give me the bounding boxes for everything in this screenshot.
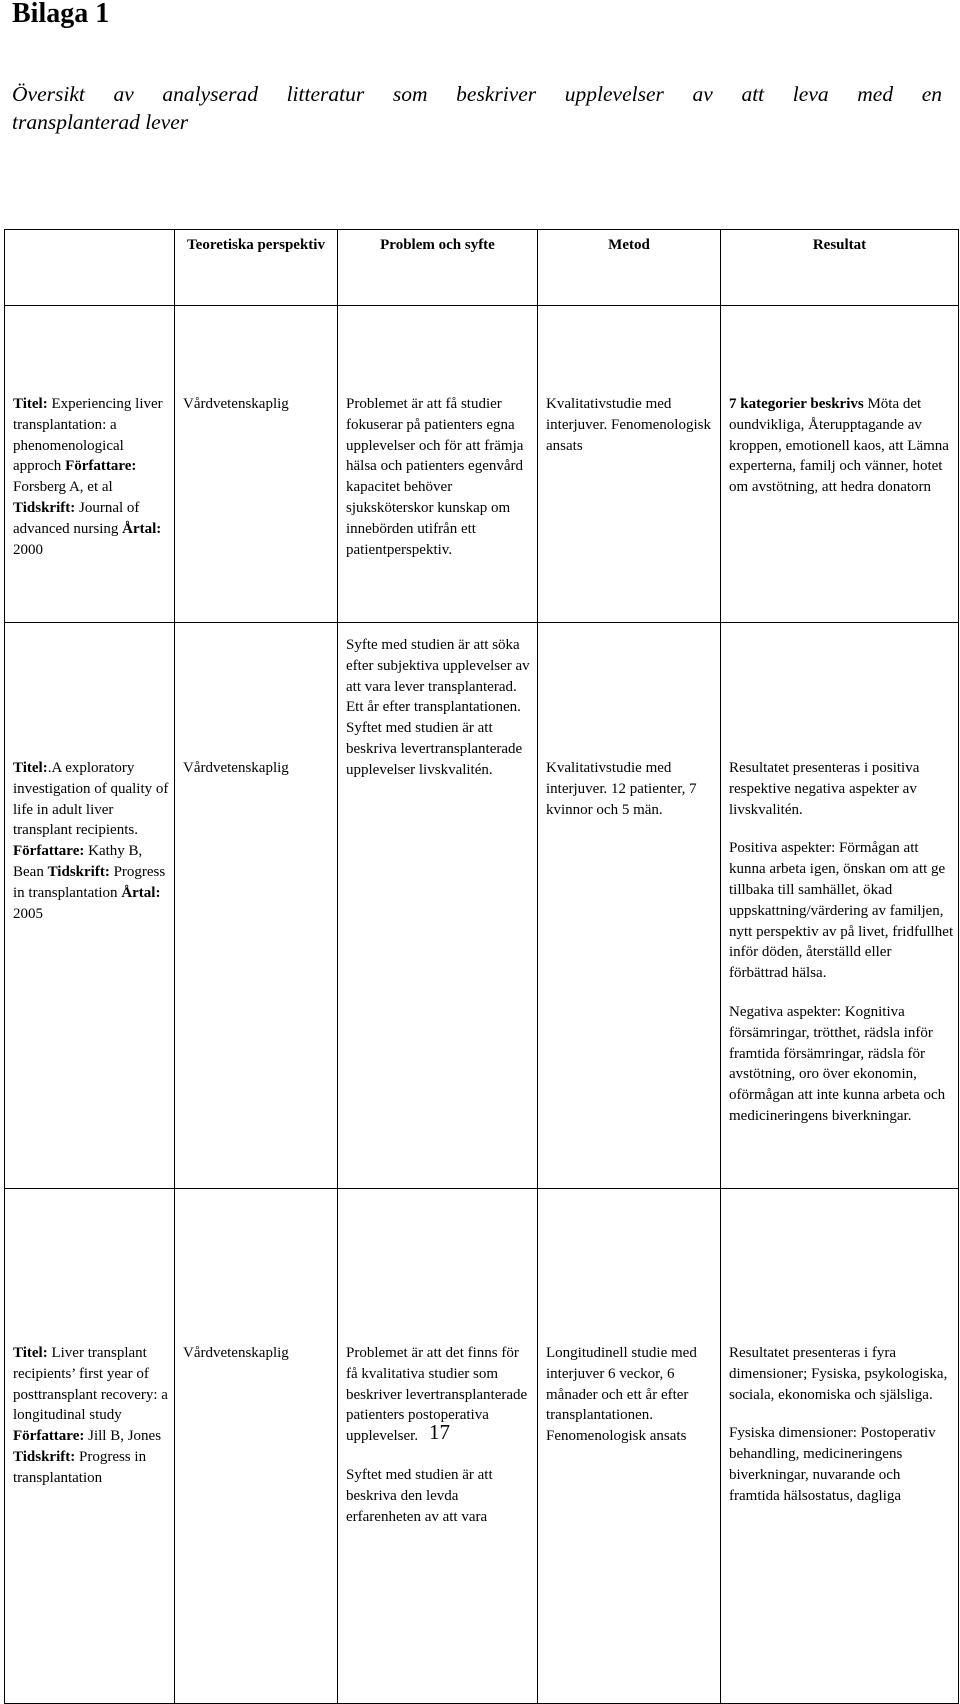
title-label: Titel: bbox=[13, 760, 48, 776]
year-label: Årtal: bbox=[121, 884, 161, 901]
page-number: 17 bbox=[429, 1420, 450, 1444]
result-paragraph: Positiva aspekter: Förmågan att kunna arbeta igen, önskan om att ge tillbaka till samhället, ökad uppskattning/värdering av familjen, nytt perspektiv av på livet, fridfullhet inför döden, återställd eller förbättrad hälsa. bbox=[729, 840, 954, 982]
table-row bbox=[5, 306, 959, 623]
problem-paragraph: Problemet är att det finns för få kvalitativa studier som beskriver levertransplanterade patienters postoperativa upplevelser. bbox=[346, 1345, 528, 1445]
result-paragraph: Fysiska dimensioner: Postoperativ behandling, medicineringens biverkningar, nuvarande och framtida hälsostatus, dagliga bbox=[729, 1425, 936, 1504]
method-cell: Longitudinell studie med interjuver 6 veckor, 6 månader och ett år efter transplantationen. Fenomenologisk ansats bbox=[538, 1189, 721, 1704]
journal-label: Tidskrift: bbox=[47, 863, 110, 880]
study-title: Liver transplant recipients’ first year of posttransplant recovery: a longitudinal study bbox=[13, 1345, 168, 1424]
journal-label: Tidskrift: bbox=[13, 1448, 76, 1465]
result-cell bbox=[721, 306, 959, 623]
study-cell bbox=[5, 623, 175, 1189]
table-row bbox=[5, 623, 959, 1189]
study-journal: Progress in transplantation bbox=[13, 863, 166, 901]
result-paragraph: Negativa aspekter: Kognitiva försämringar, trötthet, rädsla inför framtida försämringar, rädsla för avstötning, oro över ekonomin, oförmågan att inte kunna arbeta och medicineringens biverkningar. bbox=[729, 1003, 946, 1124]
result-cell bbox=[721, 1189, 959, 1704]
author-label: Författare: bbox=[13, 843, 85, 860]
header-study bbox=[5, 230, 175, 306]
page-subtitle bbox=[12, 80, 942, 136]
year-label: Årtal: bbox=[122, 520, 162, 537]
study-journal: Journal of advanced nursing bbox=[13, 499, 140, 537]
study-cell bbox=[5, 306, 175, 623]
result-text: Möta det oundvikliga, Återupptagande av kroppen, emotionell kaos, att Lämna experterna, familj och vänner, hotet om avstötning, att hedra donatorn bbox=[729, 396, 949, 496]
header-result: Resultat bbox=[721, 230, 959, 306]
header-problem: Problem och syfte bbox=[338, 230, 538, 306]
header-method: Metod bbox=[538, 230, 721, 306]
study-author: Jill B, Jones bbox=[88, 1428, 162, 1445]
result-cell bbox=[721, 623, 959, 1189]
problem-paragraph: Syftet med studien är att beskriva den levda erfarenheten av att vara bbox=[346, 1466, 493, 1525]
journal-label: Tidskrift: bbox=[13, 499, 76, 516]
author-label: Författare: bbox=[65, 458, 137, 475]
table-header-row bbox=[5, 230, 959, 306]
study-year: 2005 bbox=[13, 905, 43, 922]
header-perspective: Teoretiska perspektiv bbox=[175, 230, 338, 306]
subtitle-line-2: transplanterad lever bbox=[12, 110, 189, 134]
problem-cell: Syfte med studien är att söka efter subjektiva upplevelser av att vara lever transplanterad. Ett år efter transplantationen. Syftet med studien är att beskriva levertransplanterade upplevelser livskvalitén. bbox=[338, 623, 538, 1189]
perspective-cell: Vårdvetenskaplig bbox=[175, 1189, 338, 1704]
perspective-cell: Vårdvetenskaplig bbox=[175, 623, 338, 1189]
perspective-cell: Vårdvetenskaplig bbox=[175, 306, 338, 623]
method-cell: Kvalitativstudie med interjuver. 12 patienter, 7 kvinnor och 5 män. bbox=[538, 623, 721, 1189]
literature-table bbox=[4, 229, 959, 1704]
study-year: 2000 bbox=[13, 541, 43, 558]
study-author: Forsberg A, et al bbox=[13, 479, 113, 496]
table-row bbox=[5, 1189, 959, 1704]
problem-cell: Problemet är att få studier fokuserar på patienters egna upplevelser och för att främja hälsa och patienters egenvård kapacitet behöver sjuksköterskor kunskap om innebörden utifrån ett patientperspektiv. bbox=[338, 306, 538, 623]
method-cell: Kvalitativstudie med interjuver. Fenomenologisk ansats bbox=[538, 306, 721, 623]
result-heading: 7 kategorier beskrivs bbox=[729, 396, 864, 412]
title-label: Titel: bbox=[13, 396, 48, 412]
study-author: Kathy B, Bean bbox=[13, 843, 143, 880]
study-title: Experiencing liver transplantation: a phenomenological approch bbox=[13, 396, 163, 475]
result-paragraph: Resultatet presenteras i positiva respektive negativa aspekter av livskvalitén. bbox=[729, 760, 920, 818]
subtitle-line-1: Översikt av analyserad litteratur som beskriver upplevelser av att leva med en bbox=[12, 82, 942, 106]
study-journal: Progress in transplantation bbox=[13, 1448, 147, 1486]
problem-cell bbox=[338, 1189, 538, 1704]
study-title: .A exploratory investigation of quality of life in adult liver transplant recipients. bbox=[13, 760, 169, 839]
title-label: Titel: bbox=[13, 1345, 48, 1361]
author-label: Författare: bbox=[13, 1428, 85, 1445]
result-paragraph: Resultatet presenteras i fyra dimensioner; Fysiska, psykologiska, sociala, ekonomiska och själsliga. bbox=[729, 1345, 948, 1403]
study-cell bbox=[5, 1189, 175, 1704]
page-heading: Bilaga 1 bbox=[12, 0, 110, 29]
